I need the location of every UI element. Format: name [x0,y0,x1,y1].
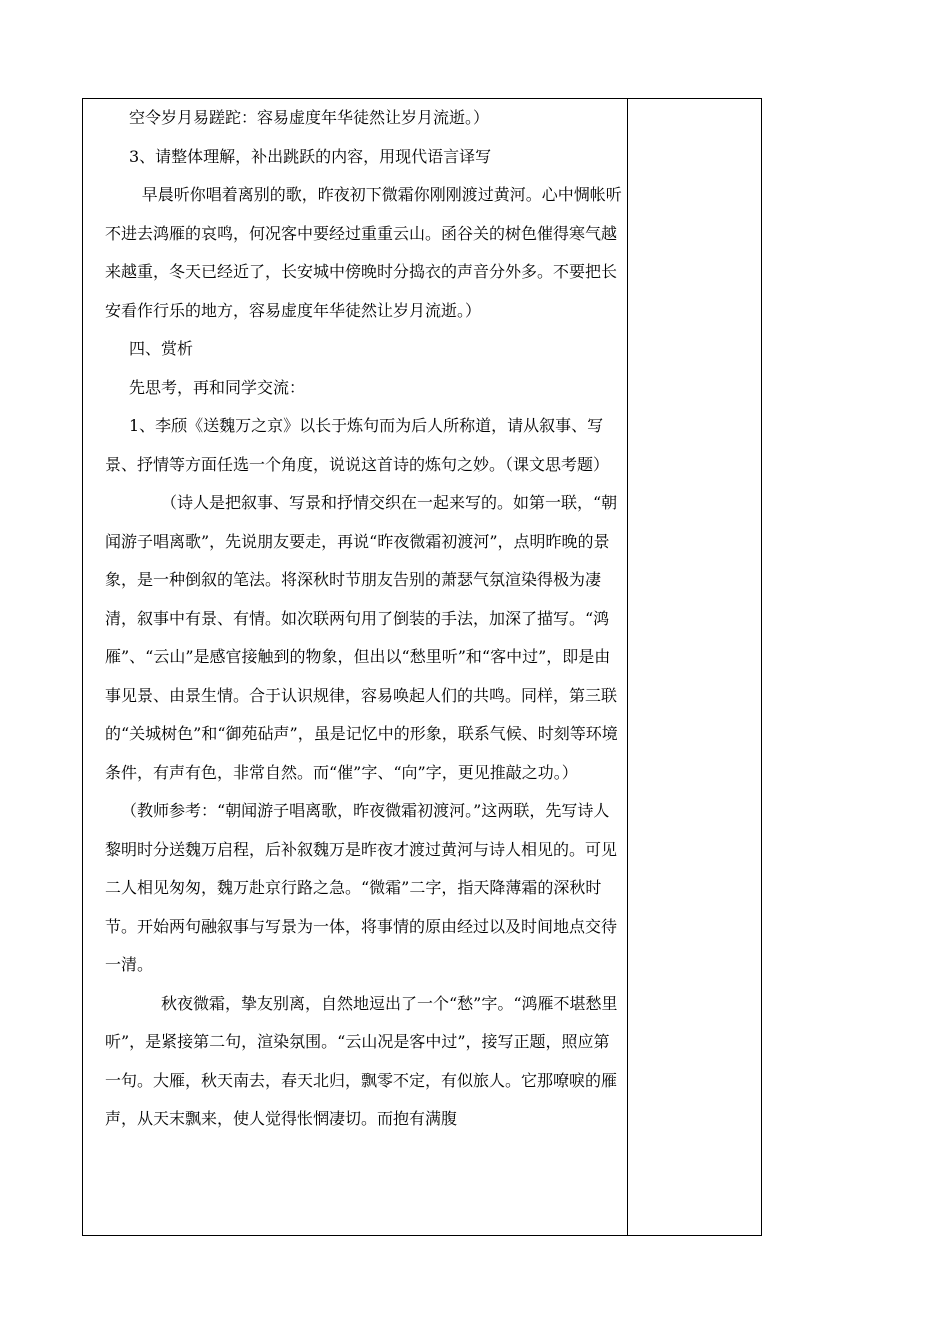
question-3: 3、请整体理解，补出跳跃的内容，用现代语言译写 [129,146,492,166]
teacher-reference-paragraph: （教师参考：“朝闻游子唱离歌，昨夜微霜初渡河。”这两联，先写诗人黎明时分送魏万启程，后补叙魏万是昨夜才渡过黄河与诗人相见的。可见二人相见匆匆，魏万赴京行路之急。“微霜”二字，指天降薄霜的深秋时节。开始两句融叙事与写景为一体，将事情的原由经过以及时间地点交待一清。 [105,801,618,974]
section-heading-appreciation: 四、赏析 [129,339,194,358]
question-1: 1、李颀《送魏万之京》以长于炼句而为后人所称道，请从叙事、写景、抒情等方面任选一个角度，说说这首诗的炼句之妙。（课文思考题） [105,416,610,474]
answer-paragraph: （诗人是把叙事、写景和抒情交织在一起来写的。如第一联，“朝闻游子唱离歌”，先说朋友要走，再说“昨夜微霜初渡河”，点明昨晚的景象，是一种倒叙的笔法。将深秋时节朋友告别的萧瑟气氛渲染得极为凄清，叙事中有景、有情。如次联两句用了倒装的手法，加深了描写。“鸿雁”、“云山”是感官接触到的物象，但出以“愁里听”和“客中过”，即是由事见景、由景生情。合于认识规律，容易唤起人们的共鸣。同样，第三联的“关城树色”和“御苑砧声”，虽是记忆中的形象，联系气候、时刻等环境条件，有声有色，非常自然。而“催”字、“向”字，更见推敲之功。） [105,493,618,782]
teacher-reference-continued: 秋夜微霜，挚友别离，自然地逗出了一个“愁”字。“鸿雁不堪愁里听”，是紧接第二句，渲染氛围。“云山况是客中过”，接写正题，照应第一句。大雁，秋天南去，春天北归，飘零不定，有似旅人。它那嘹唳的雁声，从天末飘来，使人觉得怅惘凄切。而抱有满腹 [105,993,618,1128]
column-divider [627,99,628,1235]
paragraph-translation: 早晨听你唱着离别的歌，昨夜初下微霜你刚刚渡过黄河。心中惆帐听不进去鸿雁的哀鸣，何况客中要经过重重云山。函谷关的树色催得寒气越来越重，冬天已经近了，长安城中傍晚时分捣衣的声音分外多。不要把长安看作行乐的地方，容易虚度年华徒然让岁月流逝。） [105,185,622,320]
main-text-column [105,99,623,1139]
paragraph-translation-end: 空令岁月易蹉跎：容易虚度年华徒然让岁月流逝。） [129,108,490,127]
instruction-think-discuss: 先思考，再和同学交流： [129,377,306,397]
lesson-table [82,98,762,1236]
